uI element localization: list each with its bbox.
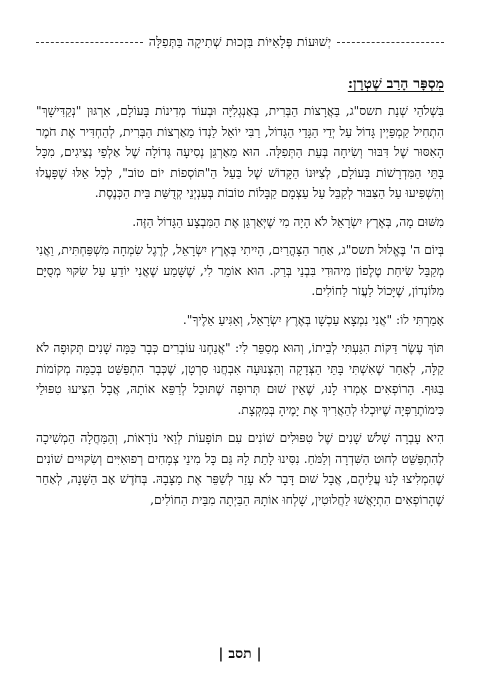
header-rule-right bbox=[337, 42, 444, 43]
page-header bbox=[36, 32, 444, 52]
paragraph: אָמַרְתִּי לוֹ: "אֲנִי נִמְצָא עַכְשָׁו בְּאֶרֶץ יִשְׂרָאֵל, וְאַגִּיעַ אֵלֶיךָ". bbox=[182, 312, 444, 327]
paragraph: הִיא עָבְרָה שָׁלֹשׁ שָׁנִים שֶׁל טִפּוּלִים שׁוֹנִים עִם תּוֹפָעוֹת לְוַאי נוֹרָאוֹת, וְהַמַּחֲלָה הַמְשִׁיכָה לְהִתְפַּשֵּׁט לְחוּט הַשִּׁדְרָה וְלַמֹּחַ. נִסִּינוּ לָתֵת לָהּ גַּם כָּל מִינֵי צְמָחִים רְפוּאִיִּים וְשִׂקּוּיִים שׁוֹנִים שֶׁהִמְלִיצוּ לָנוּ עֲלֵיהֶם, אֲבָל שׁוּם דָּבָר לֹא עָזַר לְשַׁפֵּר אֶת מַצָּבָהּ. בְּחֹדֶשׁ אָב הַשָּׁנָה, לְאַחַר שֶׁהָרוֹפְאִים הִתְיָאֲשׁוּ לַחֲלוּטִין, שָׁלְחוּ אוֹתָהּ הַבַּיְתָה מִבֵּית הַחוֹלִים, bbox=[36, 431, 444, 507]
paragraph: בִּשְׁלֹהֵי שְׁנַת תשס"ג, בַּאֲרָצוֹת הַבְּרִית, בְּאַנְגְלִיָּה וּבְעוֹד מְדִינוֹת בָּעוֹלָם, אִרְגּוּן "נְקַדִּישָׁךְ" הִתְחִיל קַמְפֵּיְין גָּדוֹל עַל יְדֵי הַגָּדֵי הַגָּדוֹל, רַבִּי יוֹאֵל לַנְדוֹ מֵאַרְצוֹת הַבְּרִית, לְהַחְדִּיר אֶת חֹמֶר הָאִסּוּר שֶׁל דִּבּוּר וְשִׂיחָה בְּעֵת הַתְּפִלָּה. הוּא מֵאַרְגֵּן נְסִיעָה גְּדוֹלָה שֶׁל אַלְפֵי נְצִיגִים, מִכָּל בָּתֵּי הַמִּדְרָשׁוֹת בָּעוֹלָם, לְצִיּוּנוֹ הַקָּדוֹשׁ שֶׁל בַּעַל הַ"תּוֹסְפוֹת יוֹם טוֹב", לְכָל אֵלּוּ שֶׁפָּעֲלוּ וְהִשְׁפִּיעוּ עַל הַצִּבּוּר לְקַבֵּל עַל עַצְמָם קַבָּלוֹת טוֹבוֹת בְּעִנְיְנֵי קְדֻשַּׁת בֵּית הַכְּנֶסֶת. bbox=[36, 104, 444, 200]
paragraph: בְּיוֹם ה' בֶּאֱלוּל תשס"ג, אַחַר הַצָּהֳרַיִם, הָיִיתִי בְּאֶרֶץ יִשְׂרָאֵל, לְרֶגֶל שִׂמְחָה מִשְׁפַּחְתִּית, וַאֲנִי מְקַבֵּל שִׂיחַת טֶלֶפוֹן מִיהוּדִי בִּבְנֵי בְּרַק. הוּא אוֹמֵר לִי, שֶׁשָּׁמַע שֶׁאֲנִי יוֹדֵעַ עַל שִׂקּוּי מְסֻיָּם מִלּוֹנְדוֹן, שֶׁיָּכוֹל לַעֲזֹר לַחוֹלִים. bbox=[36, 243, 444, 298]
running-header-title: יְשׁוּעוֹת פְּלָאִיּוֹת בִּזְכוּת שְׁתִיקָה בַּתְּפִלָּה bbox=[148, 34, 332, 49]
page-number: | תסב | bbox=[218, 646, 262, 662]
section-heading: מִסְפָּר הָרַב שֶׁטְרָן: bbox=[347, 76, 444, 92]
paragraph: תּוֹךְ עֶשֶׂר דַּקּוֹת הִגַּעְתִּי לְבֵיתוֹ, וְהוּא מְסַפֵּר לִי: "אֲנַחְנוּ עוֹבְרִים כְּבָר כַּמָּה שָׁנִים תְּקוּפָה לֹא קַלָּה, לְאַחַר שֶׁאִשְׁתִּי בָּתֵּי הַצְּדָקָה וְהַצְּנוּעָה אִבְחֲנוּ סַרְטָן, שֶׁכְּבָר הִתְפַּשֵּׁט בְּכַמָּה מְקוֹמוֹת בַּגּוּף. הָרוֹפְאִים אָמְרוּ לָנוּ, שֶׁאֵין שׁוּם תְּרוּפָה שֶׁתּוּכַל לְרַפֵּא אוֹתָהּ, אֲבָל הִצִּיעוּ טִפּוּלֵי כִּימוֹתֶרַפְּיָה שֶׁיּוּכְלוּ לְהַאֲרִיךְ אֶת יָמֶיהָ בְּמִקְצָת. bbox=[36, 341, 444, 417]
header-rule-left bbox=[36, 42, 143, 43]
paragraph: מִשּׁוּם מָה, בְּאֶרֶץ יִשְׂרָאֵל לֹא הָיָה מִי שֶׁיְּאַרְגֵּן אֶת הַמִּבְצָע הַגָּדוֹל הַזֶּה. bbox=[132, 214, 444, 229]
